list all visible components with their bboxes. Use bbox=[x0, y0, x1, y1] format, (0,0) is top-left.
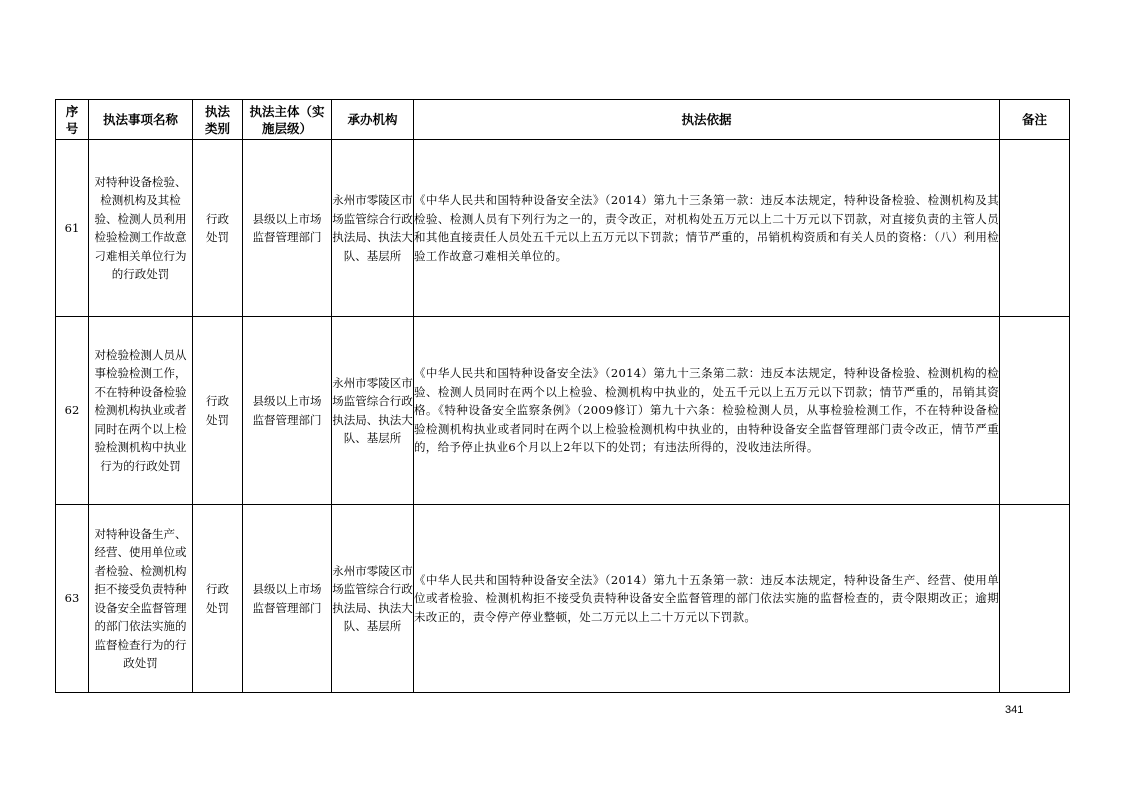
row-item-name: 对特种设备生产、经营、使用单位或者检验、检测机构拒不接受负责特种设备安全监督管理的部门依法实施的监督检查行为的行政处罚 bbox=[89, 505, 193, 693]
table-row bbox=[56, 505, 1070, 693]
row-subject: 县级以上市场监督管理部门 bbox=[243, 140, 332, 317]
row-category: 行政处罚 bbox=[193, 505, 243, 693]
table-row bbox=[56, 140, 1070, 317]
table-row bbox=[56, 317, 1070, 505]
row-basis: 《中华人民共和国特种设备安全法》（2014）第九十五条第一款：违反本法规定，特种设备生产、经营、使用单位或者检验、检测机构拒不接受负责特种设备安全监督管理的部门依法实施的监督检查的，责令限期改正；逾期未改正的，责令停产停业整顿，处二万元以上二十万元以下罚款。 bbox=[414, 505, 1000, 693]
row-category: 行政处罚 bbox=[193, 317, 243, 505]
row-seq: 61 bbox=[56, 140, 89, 317]
row-remark bbox=[1000, 505, 1070, 693]
row-org: 永州市零陵区市场监管综合行政执法局、执法大队、基层所 bbox=[332, 505, 414, 693]
header-basis: 执法依据 bbox=[414, 100, 1000, 140]
row-seq: 63 bbox=[56, 505, 89, 693]
header-seq: 序号 bbox=[56, 100, 89, 140]
row-org: 永州市零陵区市场监管综合行政执法局、执法大队、基层所 bbox=[332, 317, 414, 505]
header-org: 承办机构 bbox=[332, 100, 414, 140]
row-org: 永州市零陵区市场监管综合行政执法局、执法大队、基层所 bbox=[332, 140, 414, 317]
row-basis: 《中华人民共和国特种设备安全法》（2014）第九十三条第一款：违反本法规定，特种设备检验、检测机构及其检验、检测人员有下列行为之一的，责令改正，对机构处五万元以上二十万元以下罚款，对直接负责的主管人员和其他直接责任人员处五千元以上五万元以下罚款；情节严重的，吊销机构资质和有关人员的资格：（八）利用检验工作故意刁难相关单位的。 bbox=[414, 140, 1000, 317]
row-seq: 62 bbox=[56, 317, 89, 505]
law-enforcement-table bbox=[55, 99, 1070, 693]
row-subject: 县级以上市场监督管理部门 bbox=[243, 317, 332, 505]
row-category: 行政处罚 bbox=[193, 140, 243, 317]
header-category: 执法类别 bbox=[193, 100, 243, 140]
header-remark: 备注 bbox=[1000, 100, 1070, 140]
row-subject: 县级以上市场监督管理部门 bbox=[243, 505, 332, 693]
table-header-row bbox=[56, 100, 1070, 140]
row-remark bbox=[1000, 140, 1070, 317]
header-item: 执法事项名称 bbox=[89, 100, 193, 140]
row-item-name: 对特种设备检验、检测机构及其检验、检测人员利用检验检测工作故意刁难相关单位行为的行政处罚 bbox=[89, 140, 193, 317]
row-remark bbox=[1000, 317, 1070, 505]
row-item-name: 对检验检测人员从事检验检测工作，不在特种设备检验检测机构执业或者同时在两个以上检验检测机构中执业行为的行政处罚 bbox=[89, 317, 193, 505]
page-number: 341 bbox=[1005, 704, 1024, 716]
row-basis: 《中华人民共和国特种设备安全法》（2014）第九十三条第二款：违反本法规定，特种设备检验、检测机构的检验、检测人员同时在两个以上检验、检测机构中执业的，处五千元以上五万元以下罚款；情节严重的，吊销其资格。《特种设备安全监察条例》（2009修订）第九十六条：检验检测人员，从事检验检测工作，不在特种设备检验检测机构执业或者同时在两个以上检验检测机构中执业的，由特种设备安全监督管理部门责令改正，情节严重的，给予停止执业6个月以上2年以下的处罚；有违法所得的，没收违法所得。 bbox=[414, 317, 1000, 505]
header-subject: 执法主体（实施层级） bbox=[243, 100, 332, 140]
